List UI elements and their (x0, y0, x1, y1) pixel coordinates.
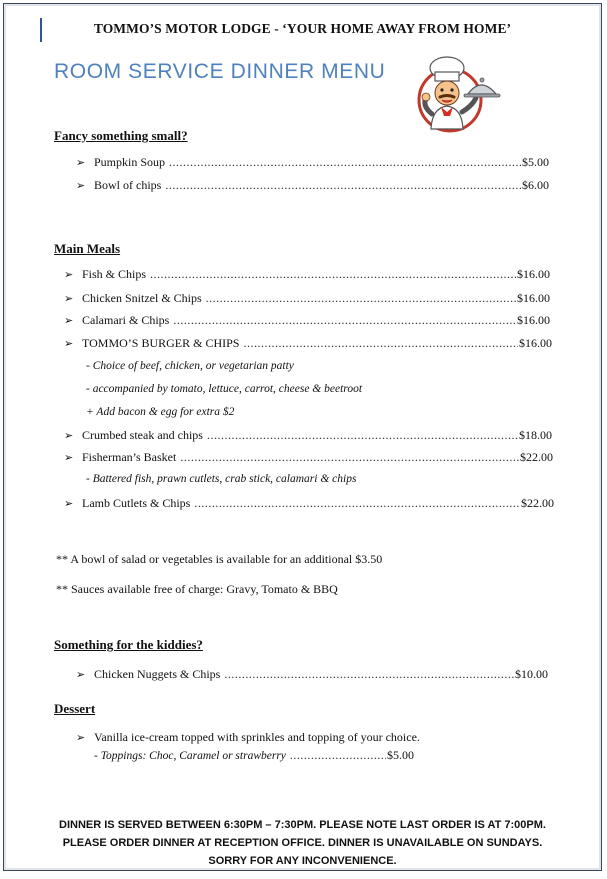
menu-item-fish-and-chips (64, 267, 550, 282)
service-hours-footer (4, 816, 601, 870)
section-heading-main: Main Meals (54, 241, 121, 256)
lodge-title: TOMMO’S MOTOR LODGE - ‘YOUR HOME AWAY FROM HOME’ (93, 21, 512, 36)
basket-note: - Battered fish, prawn cutlets, crab stick, calamari & chips (86, 473, 357, 485)
burger-note-patty: - Choice of beef, chicken, or vegetarian patty (86, 360, 294, 372)
dot-leader (290, 748, 386, 763)
menu-item-crumbed-steak (64, 428, 552, 443)
menu-item-calamari (64, 313, 550, 328)
item-name: TOMMO’S BURGER & CHIPS (82, 336, 240, 350)
menu-item-pumpkin-soup (76, 155, 549, 170)
dessert-toppings-line (94, 748, 414, 763)
footer-line-2: PLEASE ORDER DINNER AT RECEPTION OFFICE. DINNER IS UNAVAILABLE ON SUNDAYS. (62, 837, 543, 849)
section-heading-kids: Something for the kiddies? (54, 637, 203, 652)
footer-line-3: SORRY FOR ANY INCONVENIENCE. (208, 855, 397, 867)
item-name: Bowl of chips (94, 178, 162, 192)
item-name: Pumpkin Soup (94, 155, 166, 169)
bullet-arrow-icon: ➢ (76, 732, 86, 744)
menu-item-chicken-nuggets (76, 667, 548, 682)
item-name: Fish & Chips (82, 267, 147, 281)
bullet-arrow-icon: ➢ (64, 498, 74, 510)
menu-item-fishermans-basket (64, 450, 553, 465)
item-price: $16.00 (517, 291, 550, 305)
dot-leader (243, 336, 518, 351)
dot-leader (180, 450, 519, 465)
bullet-arrow-icon: ➢ (76, 157, 86, 169)
bullet-arrow-icon: ➢ (76, 180, 86, 192)
extras-note-salad: ** A bowl of salad or vegetables is available for an additional $3.50 (56, 552, 383, 566)
footer-line-1: DINNER IS SERVED BETWEEN 6:30PM – 7:30PM. PLEASE NOTE LAST ORDER IS AT 7:00PM. (59, 819, 546, 831)
dot-leader (207, 428, 518, 443)
item-price: $5.00 (522, 155, 549, 169)
bullet-arrow-icon: ➢ (64, 338, 74, 350)
menu-item-chicken-snitzel (64, 291, 550, 306)
menu-item-bowl-of-chips (76, 178, 549, 193)
bullet-arrow-icon: ➢ (76, 669, 86, 681)
item-name: Vanilla ice-cream topped with sprinkles and topping of your choice. (94, 730, 420, 744)
item-price: $16.00 (517, 267, 550, 281)
menu-item-vanilla-ice-cream (76, 730, 420, 745)
bullet-arrow-icon: ➢ (64, 269, 74, 281)
item-price: $16.00 (517, 313, 550, 327)
bullet-arrow-icon: ➢ (64, 430, 74, 442)
item-price: $22.00 (521, 496, 554, 510)
burger-note-addon: + Add bacon & egg for extra $2 (86, 406, 235, 418)
dot-leader (150, 267, 516, 282)
bullet-arrow-icon: ➢ (64, 315, 74, 327)
menu-item-tommos-burger (64, 336, 552, 351)
burger-note-toppings: - accompanied by tomato, lettuce, carrot, cheese & beetroot (86, 383, 363, 395)
dot-leader (169, 155, 521, 170)
bullet-arrow-icon: ➢ (64, 452, 74, 464)
dot-leader (224, 667, 514, 682)
item-price: $6.00 (522, 178, 549, 192)
dessert-toppings-price: $5.00 (387, 748, 414, 762)
extras-note-sauces: ** Sauces available free of charge: Gravy, Tomato & BBQ (56, 582, 338, 596)
section-heading-dessert: Dessert (54, 701, 96, 716)
item-price: $18.00 (519, 428, 552, 442)
item-price: $16.00 (519, 336, 552, 350)
item-name: Fisherman’s Basket (82, 450, 177, 464)
dot-leader (206, 291, 516, 306)
menu-item-lamb-cutlets (64, 496, 554, 511)
menu-title: ROOM SERVICE DINNER MENU (54, 60, 386, 83)
item-price: $10.00 (515, 667, 548, 681)
item-price: $22.00 (520, 450, 553, 464)
item-name: Chicken Nuggets & Chips (94, 667, 221, 681)
section-heading-small: Fancy something small? (54, 128, 188, 143)
bullet-arrow-icon: ➢ (64, 293, 74, 305)
dessert-toppings: - Toppings: Choc, Caramel or strawberry (94, 750, 286, 762)
item-name: Crumbed steak and chips (82, 428, 203, 442)
menu-page (3, 3, 602, 871)
dot-leader (173, 313, 516, 328)
chef-holding-cloche-icon (414, 54, 502, 138)
item-name: Chicken Snitzel & Chips (82, 291, 202, 305)
item-name: Lamb Cutlets & Chips (82, 496, 191, 510)
dot-leader (194, 496, 520, 511)
item-name: Calamari & Chips (82, 313, 170, 327)
dot-leader (165, 178, 521, 193)
